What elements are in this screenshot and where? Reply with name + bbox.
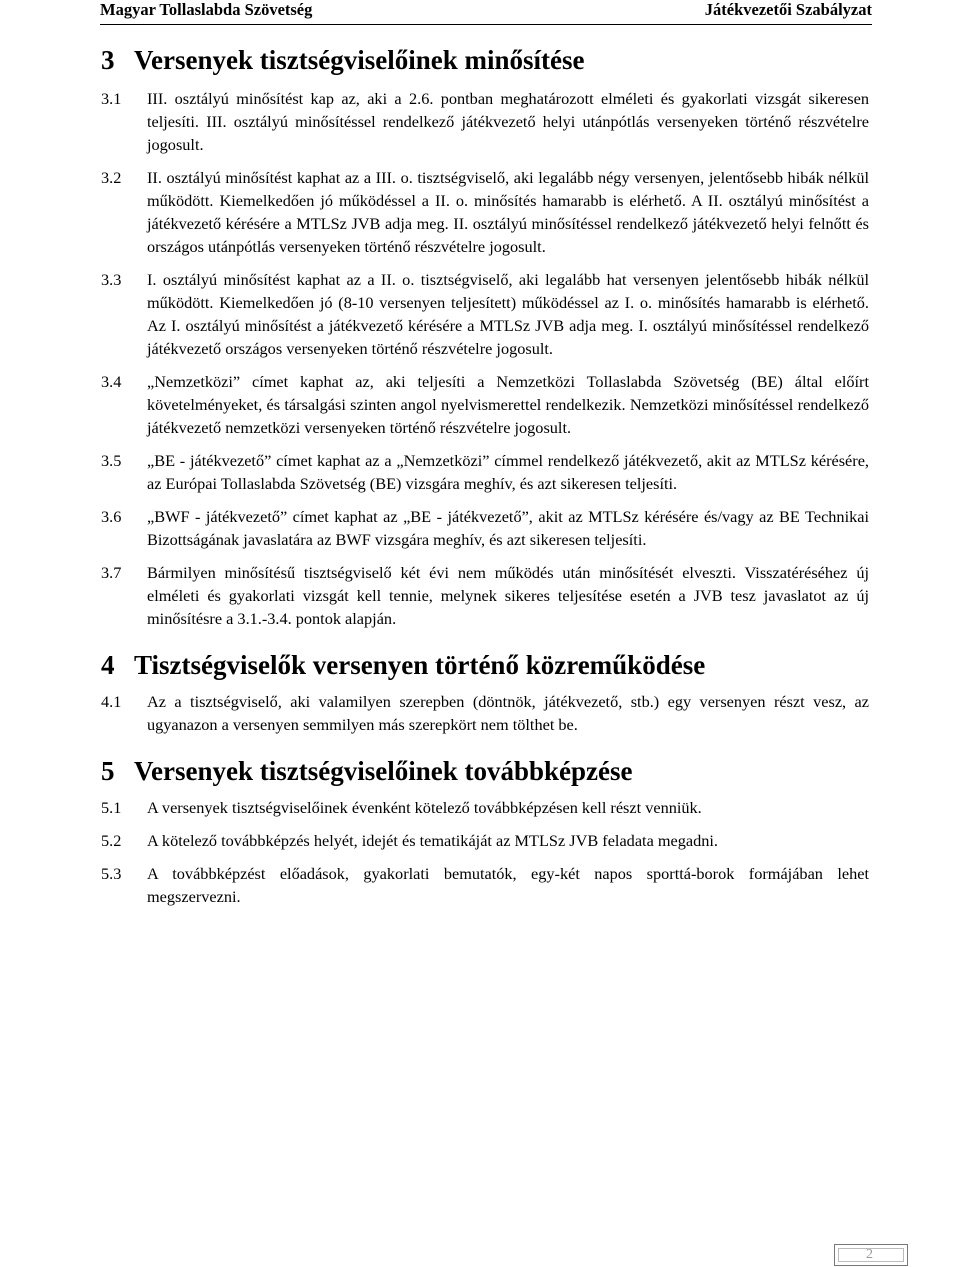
clause-text: „Nemzetközi” címet kaphat az, aki teljesíti a Nemzetközi Tollaslabda Szövetség (BE) által előírt követelményeket, és társalgási szinten angol nyelvismerettel rendelkezik. Nemzetközi minősítéssel rendelkező játékvezető nemzetközi versenyeken történő részvételre jogosult.	[147, 372, 869, 437]
section-title: Versenyek tisztségviselőinek minősítése	[134, 45, 585, 75]
clause-number: 3.5	[101, 451, 122, 470]
clause-number: 5.1	[101, 798, 122, 817]
header-organization: Magyar Tollaslabda Szövetség	[100, 0, 313, 19]
clause-number: 3.6	[101, 507, 122, 526]
clause-3-1	[101, 87, 869, 156]
clause-number: 5.2	[101, 831, 122, 850]
clause-number: 3.3	[101, 270, 122, 289]
section-title: Versenyek tisztségviselőinek továbbképzése	[134, 756, 633, 786]
clause-text: „BE - játékvezető” címet kaphat az a „Nemzetközi” címmel rendelkező játékvezető, akit az MTLSz kérésére, az Európai Tollaslabda Szövetség (BE) vizsgára meghív, és azt sikeresen teljesíti.	[147, 451, 869, 493]
clause-number: 5.3	[101, 864, 122, 883]
clause-number: 3.1	[101, 89, 122, 108]
clause-number: 3.7	[101, 563, 122, 582]
section-number: 5	[101, 756, 115, 786]
clause-text: A kötelező továbbképzés helyét, idejét és tematikáját az MTLSz JVB feladata megadni.	[147, 831, 718, 850]
clause-3-2	[101, 166, 869, 258]
section-3-heading	[101, 43, 869, 77]
section-title: Tisztségviselők versenyen történő közreműködése	[134, 650, 706, 680]
page-number-value: 2	[866, 1247, 873, 1262]
section-number: 4	[101, 650, 115, 680]
clause-text: A versenyek tisztségviselőinek évenként kötelező továbbképzésen kell részt venniük.	[147, 798, 702, 817]
clause-4-1	[101, 690, 869, 736]
clause-text: „BWF - játékvezető” címet kaphat az „BE - játékvezető”, akit az MTLSz kérésére és/vagy az BE Technikai Bizottságának javaslatára az BWF vizsgára meghív, és azt sikeresen teljesíti.	[147, 507, 869, 549]
clause-5-3	[101, 862, 869, 908]
clause-3-6	[101, 505, 869, 551]
clause-text: Bármilyen minősítésű tisztségviselő két évi nem működés után minősítését elveszti. Visszatéréséhez új elméleti és gyakorlati vizsgát kell tennie, melynek sikeres teljesítése esetén a JVB tesz javaslatot az új minősítésre a 3.1.-3.4. pontok alapján.	[147, 563, 869, 628]
clause-text: A továbbképzést előadások, gyakorlati bemutatók, egy-két napos sporttá-borok formájában lehet megszervezni.	[147, 864, 869, 906]
header-document-title: Játékvezetői Szabályzat	[704, 0, 872, 19]
clause-text: III. osztályú minősítést kap az, aki a 2.6. pontban meghatározott elméleti és gyakorlati vizsgát sikeresen teljesíti. III. osztályú minősítéssel rendelkező játékvezető helyi utánpótlás versenyeken történő részvételre jogosult.	[147, 89, 869, 154]
clause-number: 3.2	[101, 168, 122, 187]
clause-text: Az a tisztségviselő, aki valamilyen szerepben (döntnök, játékvezető, stb.) egy versenyen részt vesz, az ugyanazon a versenyen semmilyen más szerepkört nem tölthet be.	[147, 692, 869, 734]
section-number: 3	[101, 45, 115, 75]
page-header	[100, 0, 872, 25]
clause-number: 4.1	[101, 692, 122, 711]
section-5-heading	[101, 754, 869, 788]
document-body	[101, 43, 869, 908]
clause-5-1	[101, 796, 869, 819]
clause-text: I. osztályú minősítést kaphat az a II. o. tisztségviselő, aki legalább hat versenyen jelentősebb hibák nélkül működött. Kiemelkedően jó (8-10 versenyen teljesített) működéssel az I. o. minősítés hamarabb is elérhető. Az I. osztályú minősítést a játékvezető kérésére a MTLSz JVB adja meg. I. osztályú minősítéssel rendelkező játékvezető országos versenyeken történő részvételre jogosult.	[147, 270, 869, 358]
clause-3-5	[101, 449, 869, 495]
clause-3-7	[101, 561, 869, 630]
clause-number: 3.4	[101, 372, 122, 391]
clause-5-2	[101, 829, 869, 852]
page-number	[834, 1244, 908, 1266]
section-4-heading	[101, 648, 869, 682]
clause-text: II. osztályú minősítést kaphat az a III. o. tisztségviselő, aki legalább négy versenyen, jelentősebb hibák nélkül működött. Kiemelkedően jó működéssel a II. o. minősítés hamarabb is elérhető. A II. osztályú minősítést a játékvezető kérésére a MTLSz JVB adja meg. II. osztályú minősítéssel rendelkező játékvezető helyi felnőtt és országos utánpótlás versenyeken történő részvételre jogosult.	[147, 168, 869, 256]
clause-3-4	[101, 370, 869, 439]
clause-3-3	[101, 268, 869, 360]
